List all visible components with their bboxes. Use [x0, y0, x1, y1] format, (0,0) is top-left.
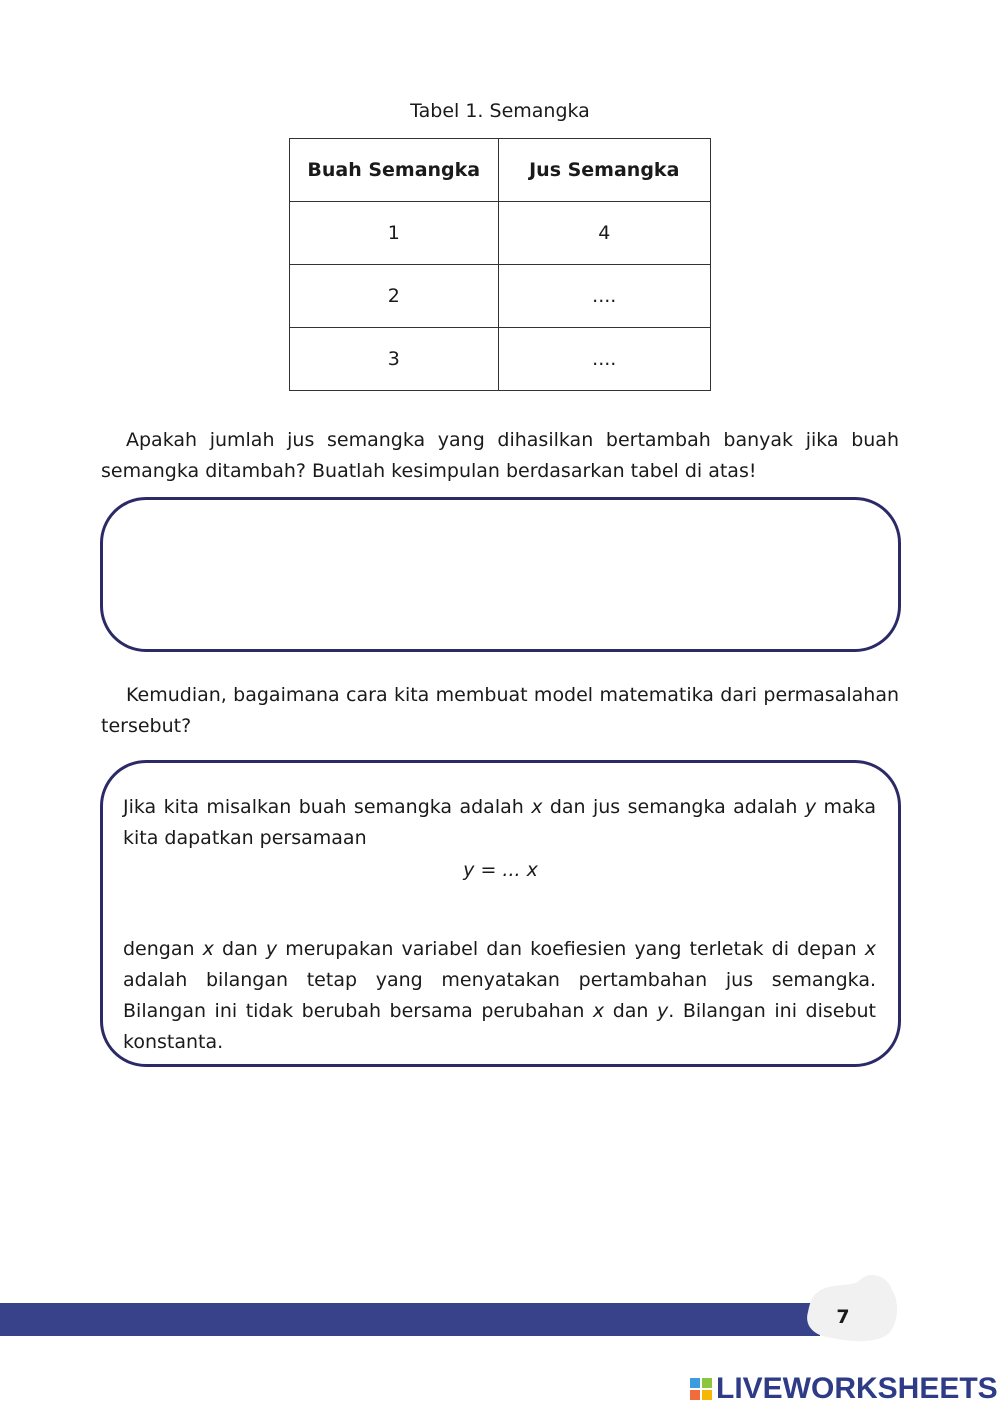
brand-name: LIVEWORKSHEETS — [716, 1372, 998, 1405]
liveworksheets-logo — [690, 1372, 998, 1406]
header-buah-semangka: Buah Semangka — [290, 139, 499, 202]
model-box — [100, 760, 901, 1067]
cell-buah: 3 — [290, 328, 499, 391]
footer-bar — [0, 1303, 820, 1336]
cell-jus: 4 — [498, 202, 711, 265]
question-1: Apakah jumlah jus semangka yang dihasilkan bertambah banyak jika buah semangka ditambah? Buatlah kesimpulan berdasarkan tabel di atas! — [101, 429, 899, 482]
model-paragraph-2: dengan x dan y merupakan variabel dan koefiesien yang terletak di depan x adalah bilangan tetap yang menyatakan pertambahan jus semangka. Bilangan ini tidak berubah bersama perubahan x dan y. Bilangan ini disebut konstanta. — [123, 938, 877, 1053]
header-jus-semangka: Jus Semangka — [498, 139, 711, 202]
cell-buah: 2 — [290, 265, 499, 328]
page-number: 7 — [836, 1306, 850, 1328]
table-header-row — [290, 139, 711, 202]
cell-jus[interactable]: .... — [498, 328, 711, 391]
logo-grid-icon — [690, 1378, 712, 1400]
table-row — [290, 202, 711, 265]
answer-box-1[interactable] — [100, 497, 901, 652]
table-caption: Tabel 1. Semangka — [410, 100, 590, 122]
watermelon-table — [289, 138, 711, 391]
cell-buah: 1 — [290, 202, 499, 265]
question-2: Kemudian, bagaimana cara kita membuat model matematika dari permasalahan tersebut? — [101, 684, 899, 737]
equation: y = ... x — [463, 859, 538, 881]
cell-jus[interactable]: .... — [498, 265, 711, 328]
table-row — [290, 265, 711, 328]
model-paragraph-1: Jika kita misalkan buah semangka adalah x dan jus semangka adalah y maka kita dapatkan persamaan — [123, 796, 876, 849]
table-row — [290, 328, 711, 391]
